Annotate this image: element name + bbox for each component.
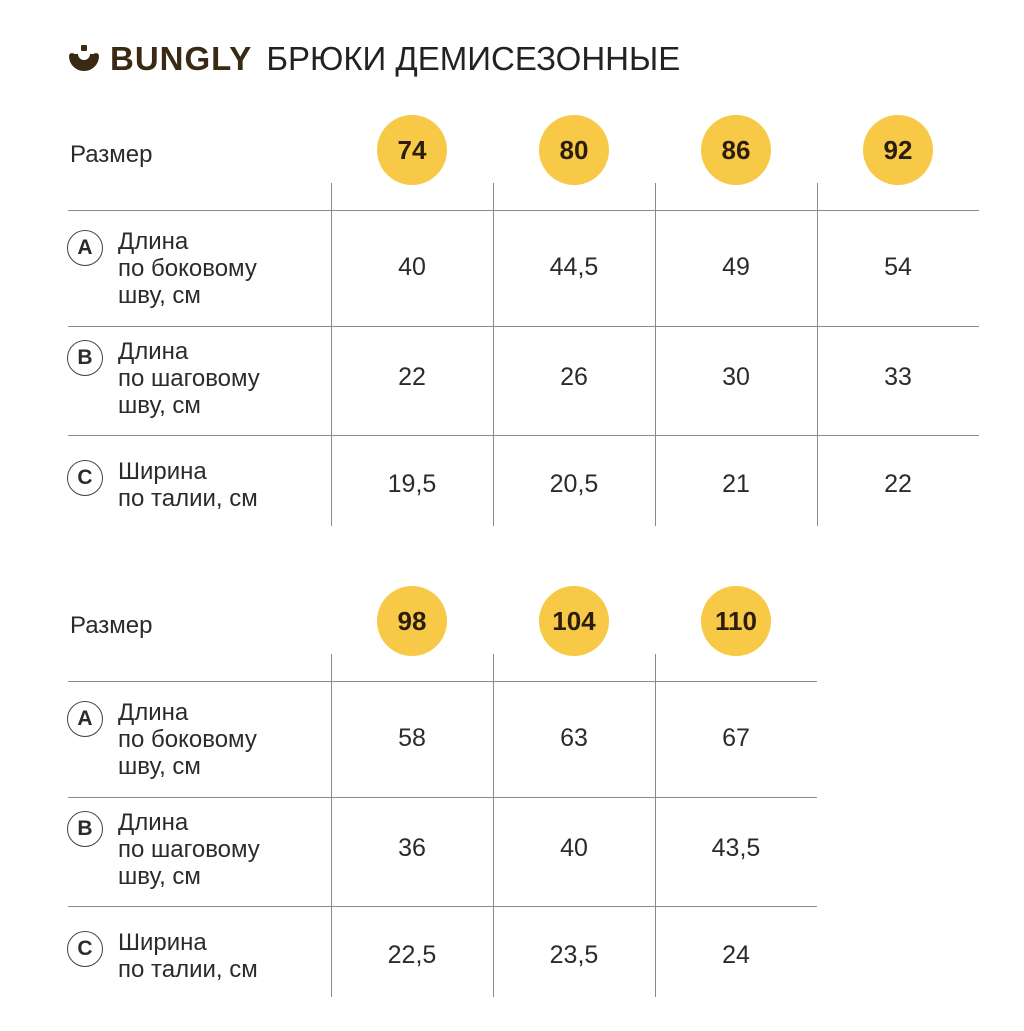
row-label-line: шву, см bbox=[118, 391, 201, 419]
size-badge: 104 bbox=[539, 586, 609, 656]
table-cell-value: 63 bbox=[560, 724, 588, 752]
table-cell-value: 19,5 bbox=[387, 470, 437, 498]
row-letter-badge: A bbox=[67, 701, 103, 737]
row-letter-badge: C bbox=[67, 460, 103, 496]
table-cell-value: 43,5 bbox=[711, 834, 761, 862]
row-divider bbox=[68, 906, 817, 907]
size-label: Размер bbox=[70, 141, 153, 168]
row-label-line: шву, см bbox=[118, 862, 201, 890]
table-cell-value: 30 bbox=[722, 363, 750, 391]
table-cell-value: 33 bbox=[884, 363, 912, 391]
table-cell-value: 26 bbox=[560, 363, 588, 391]
table-cell-value: 36 bbox=[398, 834, 426, 862]
row-divider bbox=[68, 435, 979, 436]
size-badge: 110 bbox=[701, 586, 771, 656]
row-letter-badge: A bbox=[67, 230, 103, 266]
table-cell-value: 44,5 bbox=[549, 253, 599, 281]
row-label bbox=[118, 929, 258, 983]
row-divider bbox=[68, 797, 817, 798]
page-header bbox=[68, 36, 680, 80]
table-cell-value: 67 bbox=[722, 724, 750, 752]
smile-cup-icon bbox=[68, 42, 100, 74]
size-table bbox=[0, 581, 1024, 1001]
size-label: Размер bbox=[70, 612, 153, 639]
row-label bbox=[118, 228, 257, 309]
row-label bbox=[118, 338, 260, 419]
table-cell-value: 40 bbox=[398, 253, 426, 281]
row-label-line: по талии, см bbox=[118, 485, 258, 512]
row-label-line: Ширина bbox=[118, 458, 207, 485]
row-letter-badge: B bbox=[67, 340, 103, 376]
page-title: БРЮКИ ДЕМИСЕЗОННЫЕ bbox=[266, 39, 681, 77]
row-label-line: по боковому bbox=[118, 725, 257, 753]
table-cell-value: 22 bbox=[884, 470, 912, 498]
table-cell-value: 22,5 bbox=[387, 941, 437, 969]
row-label-line: Длина bbox=[118, 698, 189, 726]
row-label-line: по шаговому bbox=[118, 364, 260, 392]
size-table bbox=[0, 110, 1024, 530]
row-label-line: шву, см bbox=[118, 752, 201, 780]
row-label bbox=[118, 458, 258, 512]
size-badge: 74 bbox=[377, 115, 447, 185]
size-badge: 80 bbox=[539, 115, 609, 185]
table-cell-value: 24 bbox=[722, 941, 750, 969]
row-divider bbox=[68, 681, 817, 682]
row-divider bbox=[68, 326, 979, 327]
table-cell-value: 49 bbox=[722, 253, 750, 281]
brand-name: BUNGLY bbox=[110, 39, 253, 77]
row-letter-badge: B bbox=[67, 811, 103, 847]
table-cell-value: 22 bbox=[398, 363, 426, 391]
table-cell-value: 20,5 bbox=[549, 470, 599, 498]
row-label bbox=[118, 699, 257, 780]
row-label-line: Длина bbox=[118, 337, 189, 365]
row-label-line: Ширина bbox=[118, 929, 207, 956]
table-cell-value: 23,5 bbox=[549, 941, 599, 969]
table-cell-value: 40 bbox=[560, 834, 588, 862]
row-label-line: по боковому bbox=[118, 254, 257, 282]
table-cell-value: 54 bbox=[884, 253, 912, 281]
row-label-line: Длина bbox=[118, 227, 189, 255]
row-label bbox=[118, 809, 260, 890]
row-label-line: по талии, см bbox=[118, 956, 258, 983]
table-cell-value: 21 bbox=[722, 470, 750, 498]
row-label-line: Длина bbox=[118, 808, 189, 836]
row-label-line: по шаговому bbox=[118, 835, 260, 863]
table-cell-value: 58 bbox=[398, 724, 426, 752]
row-label-line: шву, см bbox=[118, 281, 201, 309]
size-badge: 86 bbox=[701, 115, 771, 185]
row-letter-badge: C bbox=[67, 931, 103, 967]
size-badge: 98 bbox=[377, 586, 447, 656]
size-badge: 92 bbox=[863, 115, 933, 185]
row-divider bbox=[68, 210, 979, 211]
